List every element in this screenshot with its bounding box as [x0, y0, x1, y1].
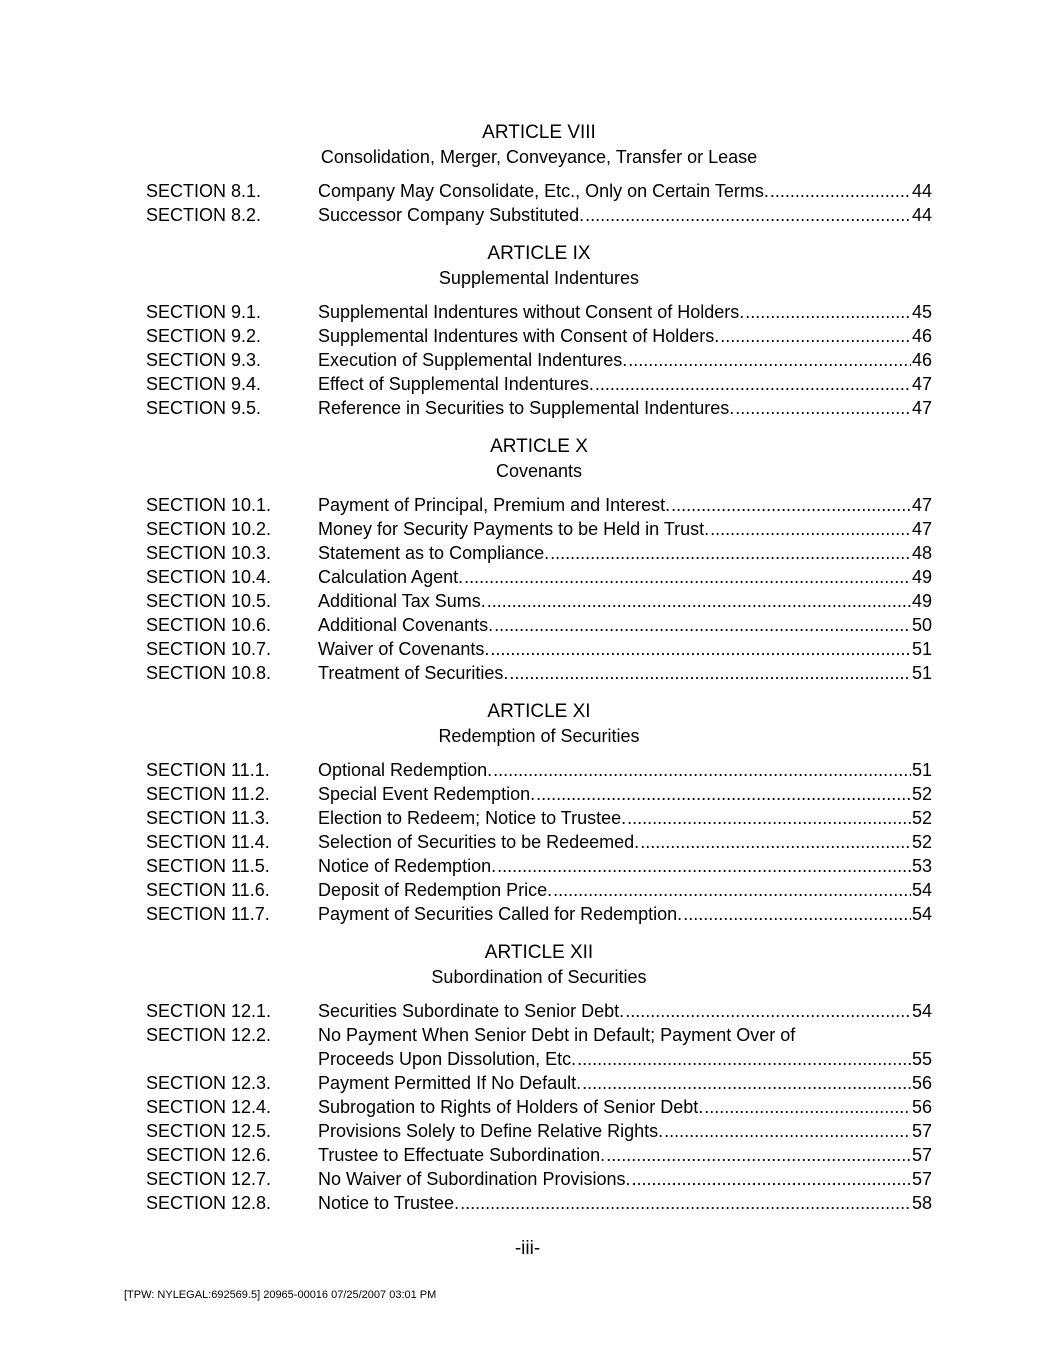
section-title: Provisions Solely to Define Relative Rights.	[318, 1121, 664, 1141]
page-reference: 54	[911, 880, 932, 900]
article-title: Supplemental Indentures	[438, 268, 640, 288]
section-number: SECTION 12.1.	[146, 1001, 272, 1021]
section-title-line	[318, 613, 932, 637]
section-number: SECTION 12.4.	[146, 1097, 272, 1117]
section-body	[318, 541, 932, 565]
section-number: SECTION 11.7.	[146, 904, 270, 924]
section-title-line	[318, 782, 932, 806]
section-body	[318, 1119, 932, 1143]
section-title: Supplemental Indentures without Consent of Holders.	[318, 302, 745, 322]
section-number: SECTION 10.4.	[146, 567, 272, 587]
article-title: Redemption of Securities	[438, 726, 640, 746]
section-body	[318, 1191, 932, 1215]
section-number: SECTION 12.2.	[146, 1025, 272, 1045]
toc-entry[interactable]	[146, 203, 932, 227]
toc-entry[interactable]	[146, 758, 932, 782]
article-heading: ARTICLE XII	[484, 942, 594, 963]
section-title-line	[318, 372, 932, 396]
section-number: SECTION 11.1.	[146, 760, 270, 780]
section-title: Calculation Agent.	[318, 567, 464, 587]
toc-entry[interactable]	[146, 1143, 932, 1167]
dot-leader	[595, 372, 911, 396]
section-title: Payment of Principal, Premium and Interest.	[318, 495, 671, 515]
dot-leader	[585, 203, 911, 227]
section-number: SECTION 11.6.	[146, 880, 270, 900]
section-title-line	[318, 1023, 932, 1047]
toc-entry[interactable]	[146, 541, 932, 565]
section-number: SECTION 12.3.	[146, 1073, 272, 1093]
section-number: SECTION 12.5.	[146, 1121, 272, 1141]
section-body	[318, 613, 932, 637]
section-title-line	[318, 179, 932, 203]
page-reference: 44	[911, 205, 932, 225]
page-reference: 46	[911, 350, 932, 370]
section-body	[318, 300, 932, 324]
dot-leader	[735, 396, 911, 420]
section-title-line	[318, 637, 932, 661]
article-block	[146, 121, 932, 227]
dot-leader	[490, 637, 911, 661]
section-number: SECTION 11.3.	[146, 808, 270, 828]
section-title-line	[318, 324, 932, 348]
section-title-line	[318, 902, 932, 926]
page-reference: 58	[911, 1193, 932, 1213]
page-reference: 57	[911, 1169, 932, 1189]
section-title: Notice of Redemption.	[318, 856, 497, 876]
dot-leader	[509, 661, 911, 685]
section-title: Special Event Redemption.	[318, 784, 536, 804]
dot-leader	[582, 1071, 911, 1095]
section-title: No Payment When Senior Debt in Default; Payment Over of	[318, 1025, 796, 1045]
section-body	[318, 1167, 932, 1191]
section-title: Payment Permitted If No Default.	[318, 1073, 582, 1093]
toc-entry[interactable]	[146, 1023, 932, 1071]
section-title: Securities Subordinate to Senior Debt.	[318, 1001, 625, 1021]
page-reference: 44	[911, 181, 932, 201]
page-reference: 53	[911, 856, 932, 876]
section-number: SECTION 12.6.	[146, 1145, 272, 1165]
section-title: Selection of Securities to be Redeemed.	[318, 832, 640, 852]
section-number: SECTION 10.7.	[146, 639, 272, 659]
dot-leader	[664, 1119, 911, 1143]
section-body	[318, 517, 932, 541]
dot-leader	[577, 1047, 911, 1071]
section-title-line	[318, 541, 932, 565]
section-title-line	[318, 203, 932, 227]
page-reference: 46	[911, 326, 932, 346]
section-title: Money for Security Payments to be Held in Trust.	[318, 519, 710, 539]
dot-leader	[631, 1167, 910, 1191]
page-reference: 56	[911, 1097, 932, 1117]
section-body	[318, 203, 932, 227]
section-body	[318, 1023, 932, 1071]
article-title: Covenants	[495, 461, 583, 481]
toc-entry[interactable]	[146, 179, 932, 203]
dot-leader	[606, 1143, 911, 1167]
article-heading: ARTICLE IX	[487, 243, 591, 264]
toc-entry[interactable]	[146, 1071, 932, 1095]
section-body	[318, 1071, 932, 1095]
dot-leader	[494, 613, 911, 637]
article-title: Subordination of Securities	[431, 967, 647, 987]
page-reference: 49	[911, 591, 932, 611]
section-title: Subrogation to Rights of Holders of Senior Debt.	[318, 1097, 704, 1117]
section-number: SECTION 11.5.	[146, 856, 270, 876]
section-number: SECTION 8.1.	[146, 181, 262, 201]
dot-leader	[497, 854, 911, 878]
section-title: Trustee to Effectuate Subordination.	[318, 1145, 606, 1165]
section-number: SECTION 8.2.	[146, 205, 262, 225]
toc-entry[interactable]	[146, 999, 932, 1023]
page-reference: 54	[911, 904, 932, 924]
section-body	[318, 661, 932, 685]
section-title-line	[318, 758, 932, 782]
toc-entry[interactable]	[146, 782, 932, 806]
toc-entry[interactable]	[146, 613, 932, 637]
section-title: Deposit of Redemption Price.	[318, 880, 553, 900]
page-reference: 52	[911, 832, 932, 852]
article-block	[146, 435, 932, 685]
section-title: Statement as to Compliance.	[318, 543, 550, 563]
section-number: SECTION 9.3.	[146, 350, 262, 370]
dot-leader	[553, 878, 911, 902]
section-body	[318, 589, 932, 613]
dot-leader	[487, 589, 911, 613]
page-reference: 47	[911, 495, 932, 515]
toc-entry[interactable]	[146, 637, 932, 661]
toc-entry[interactable]	[146, 878, 932, 902]
section-body	[318, 806, 932, 830]
section-number: SECTION 9.5.	[146, 398, 262, 418]
toc-entry[interactable]	[146, 1095, 932, 1119]
toc-entry[interactable]	[146, 324, 932, 348]
section-title: Payment of Securities Called for Redemption.	[318, 904, 683, 924]
section-title-line	[318, 300, 932, 324]
toc-entry[interactable]	[146, 300, 932, 324]
section-number: SECTION 10.3.	[146, 543, 272, 563]
page-reference: 56	[911, 1073, 932, 1093]
section-body	[318, 637, 932, 661]
page-reference: 51	[911, 663, 932, 683]
page-reference: 47	[911, 398, 932, 418]
section-title: Additional Covenants.	[318, 615, 494, 635]
section-title: Company May Consolidate, Etc., Only on Certain Terms.	[318, 181, 769, 201]
toc-entry[interactable]	[146, 1167, 932, 1191]
section-title-line	[318, 1047, 932, 1071]
section-title: Additional Tax Sums.	[318, 591, 486, 611]
article-title: Consolidation, Merger, Conveyance, Transfer or Lease	[320, 147, 758, 167]
page-reference: 52	[911, 808, 932, 828]
section-body	[318, 902, 932, 926]
section-number: SECTION 11.4.	[146, 832, 270, 852]
page-reference: 52	[911, 784, 932, 804]
section-body	[318, 854, 932, 878]
page-reference: 54	[911, 1001, 932, 1021]
section-title-line	[318, 348, 932, 372]
dot-leader	[671, 493, 911, 517]
toc-entry[interactable]	[146, 1191, 932, 1215]
section-body	[318, 830, 932, 854]
section-title-line	[318, 854, 932, 878]
section-title: Execution of Supplemental Indentures.	[318, 350, 628, 370]
section-number: SECTION 10.6.	[146, 615, 272, 635]
section-title-line	[318, 661, 932, 685]
toc-entry[interactable]	[146, 830, 932, 854]
section-title-line	[318, 1119, 932, 1143]
section-body	[318, 758, 932, 782]
page-reference: 57	[911, 1145, 932, 1165]
section-title-line	[318, 1191, 932, 1215]
dot-leader	[460, 1191, 911, 1215]
section-title-line	[318, 830, 932, 854]
section-body	[318, 782, 932, 806]
toc-entry[interactable]	[146, 493, 932, 517]
document-reference-footer: [TPW: NYLEGAL:692569.5] 20965-00016 07/25/2007 03:01 PM	[124, 1289, 437, 1301]
section-title: Effect of Supplemental Indentures.	[318, 374, 594, 394]
section-title-line	[318, 1167, 932, 1191]
toc-entry[interactable]	[146, 348, 932, 372]
section-title-line	[318, 806, 932, 830]
section-title-line	[318, 396, 932, 420]
section-title-line	[318, 1143, 932, 1167]
toc-entry[interactable]	[146, 372, 932, 396]
section-body	[318, 1095, 932, 1119]
toc-entry[interactable]	[146, 854, 932, 878]
page-reference: 45	[911, 302, 932, 322]
section-number: SECTION 12.7.	[146, 1169, 272, 1189]
article-block	[146, 941, 932, 1215]
page-reference: 50	[911, 615, 932, 635]
section-body	[318, 179, 932, 203]
section-number: SECTION 11.2.	[146, 784, 270, 804]
section-body	[318, 565, 932, 589]
article-heading: ARTICLE XI	[487, 701, 591, 722]
section-title-line	[318, 565, 932, 589]
page-reference: 47	[911, 519, 932, 539]
dot-leader	[550, 541, 911, 565]
section-number: SECTION 9.4.	[146, 374, 262, 394]
section-body	[318, 396, 932, 420]
dot-leader	[464, 565, 911, 589]
toc-entry[interactable]	[146, 806, 932, 830]
section-body	[318, 1143, 932, 1167]
page-reference: 51	[911, 760, 932, 780]
article-heading: ARTICLE VIII	[482, 122, 596, 143]
section-title-line	[318, 878, 932, 902]
dot-leader	[710, 517, 911, 541]
section-body	[318, 878, 932, 902]
toc-entry[interactable]	[146, 517, 932, 541]
page-number-label: -iii-	[514, 1238, 541, 1259]
article-heading: ARTICLE X	[490, 436, 588, 457]
toc-entry[interactable]	[146, 565, 932, 589]
page-reference: 49	[911, 567, 932, 587]
page-reference: 57	[911, 1121, 932, 1141]
toc-entry[interactable]	[146, 396, 932, 420]
section-title: Reference in Securities to Supplemental Indentures.	[318, 398, 735, 418]
section-title-line	[318, 517, 932, 541]
page-reference: 48	[911, 543, 932, 563]
dot-leader	[683, 902, 911, 926]
section-body	[318, 348, 932, 372]
page-reference: 47	[911, 374, 932, 394]
dot-leader	[627, 806, 911, 830]
page-reference: 51	[911, 639, 932, 659]
toc-entry[interactable]	[146, 661, 932, 685]
section-title: Election to Redeem; Notice to Trustee.	[318, 808, 627, 828]
section-number: SECTION 10.2.	[146, 519, 272, 539]
section-title: Proceeds Upon Dissolution, Etc.	[318, 1049, 577, 1069]
section-number: SECTION 10.1.	[146, 495, 272, 515]
dot-leader	[770, 179, 911, 203]
toc-entry[interactable]	[146, 1119, 932, 1143]
section-body	[318, 372, 932, 396]
article-block	[146, 242, 932, 420]
toc-entry[interactable]	[146, 589, 932, 613]
dot-leader	[640, 830, 911, 854]
section-title: Optional Redemption.	[318, 760, 493, 780]
section-title-line	[318, 493, 932, 517]
section-number: SECTION 12.8.	[146, 1193, 272, 1213]
section-title: Notice to Trustee.	[318, 1193, 460, 1213]
section-title: Successor Company Substituted.	[318, 205, 585, 225]
dot-leader	[493, 758, 911, 782]
dot-leader	[704, 1095, 911, 1119]
section-body	[318, 493, 932, 517]
section-title: Supplemental Indentures with Consent of Holders.	[318, 326, 720, 346]
dot-leader	[628, 348, 911, 372]
section-title: No Waiver of Subordination Provisions.	[318, 1169, 631, 1189]
page-reference: 55	[911, 1049, 932, 1069]
section-title: Treatment of Securities.	[318, 663, 509, 683]
section-number: SECTION 9.1.	[146, 302, 262, 322]
dot-leader	[625, 999, 911, 1023]
toc-entry[interactable]	[146, 902, 932, 926]
section-title-line	[318, 999, 932, 1023]
table-of-contents	[146, 121, 932, 1230]
dot-leader	[720, 324, 911, 348]
dot-leader	[536, 782, 911, 806]
section-body	[318, 324, 932, 348]
section-title-line	[318, 1071, 932, 1095]
section-number: SECTION 10.5.	[146, 591, 272, 611]
section-title-line	[318, 589, 932, 613]
dot-leader	[745, 300, 911, 324]
section-number: SECTION 9.2.	[146, 326, 262, 346]
section-body	[318, 999, 932, 1023]
section-number: SECTION 10.8.	[146, 663, 272, 683]
article-block	[146, 700, 932, 926]
section-title: Waiver of Covenants.	[318, 639, 490, 659]
section-title-line	[318, 1095, 932, 1119]
